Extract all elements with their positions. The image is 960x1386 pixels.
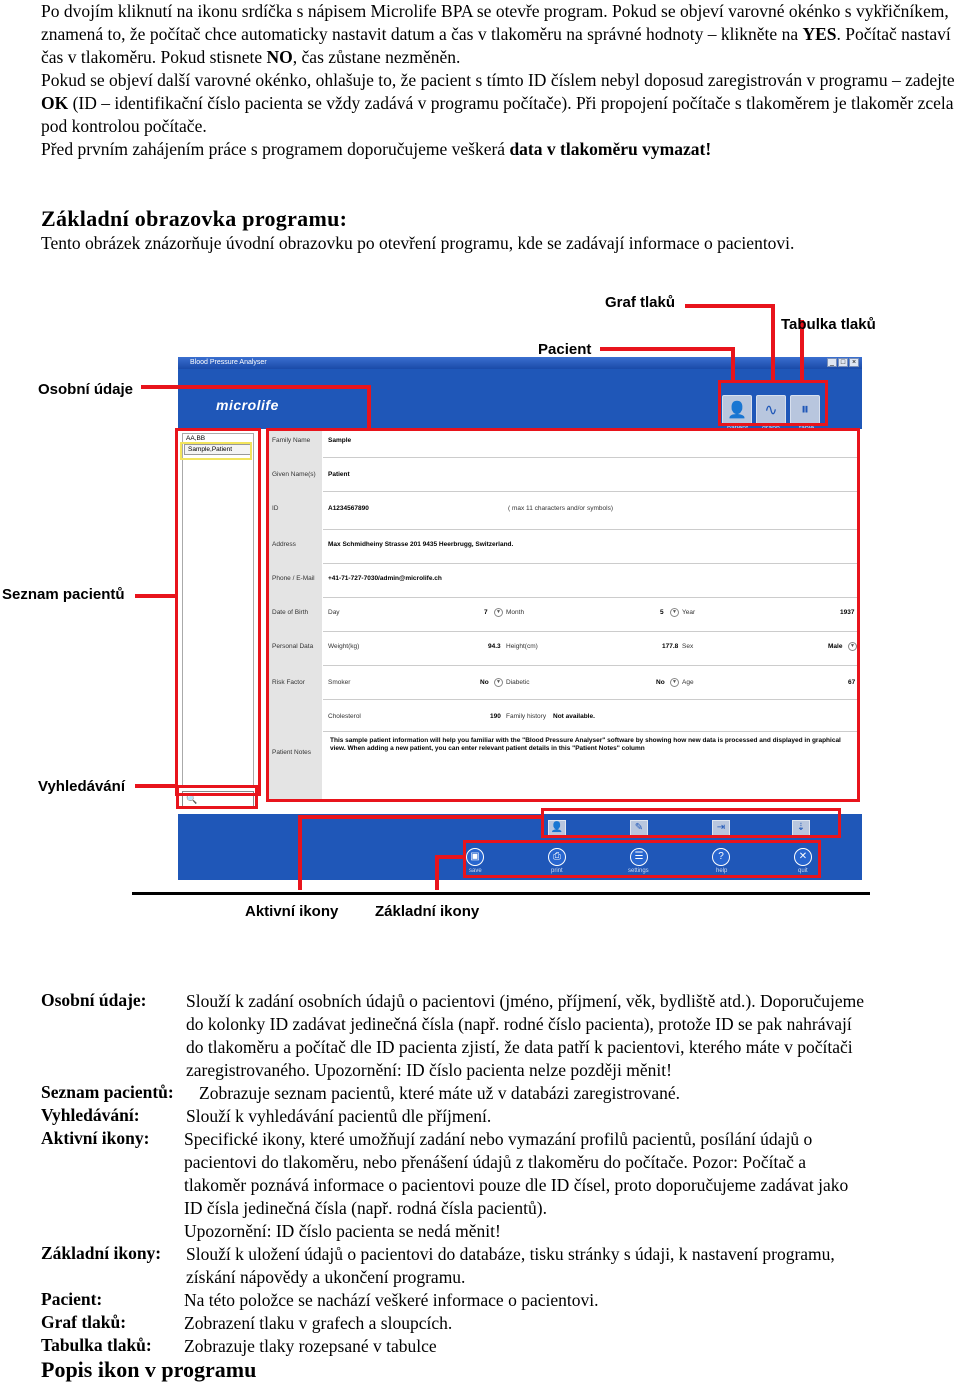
id-label: ID xyxy=(272,505,279,512)
search-icon: 🔍 xyxy=(186,794,198,804)
app-titlebar: Blood Pressure Analyser _ □ × xyxy=(178,357,862,369)
sex-label: Sex xyxy=(682,643,694,650)
callout-vyhledavani: Vyhledávání xyxy=(38,778,125,795)
table-icon: ⏸ xyxy=(800,401,809,418)
term-tabulka: Tabulka tlaků: xyxy=(41,1335,152,1355)
term-osobni: Osobní údaje: xyxy=(41,990,147,1010)
term-vyhledavani: Vyhledávání: xyxy=(41,1105,140,1125)
callout-pacient: Pacient xyxy=(538,341,592,358)
chevron-down-icon[interactable]: ▼ xyxy=(670,608,679,617)
save-label: save xyxy=(469,868,482,874)
close-icon[interactable]: × xyxy=(849,358,859,367)
settings-icon: ☰ xyxy=(634,851,644,862)
user-icon: 👤 xyxy=(550,822,564,833)
help-label: help xyxy=(716,868,728,874)
desc-tabulka: Zobrazuje tlaky rozepsané v tabulce xyxy=(184,1336,437,1356)
chevron-down-icon[interactable]: ▼ xyxy=(494,678,503,687)
minimize-icon[interactable]: _ xyxy=(827,358,837,367)
desc-graf: Zobrazení tlaku v grafech a sloupcích. xyxy=(184,1313,453,1333)
chevron-down-icon[interactable]: ▼ xyxy=(494,608,503,617)
risk-factor-label: Risk Factor xyxy=(272,679,305,686)
print-label: print xyxy=(551,868,563,874)
user-remove-icon: ✎ xyxy=(634,822,644,833)
send-icon: ⇥ xyxy=(716,822,726,833)
id-field[interactable]: A1234567890 xyxy=(328,505,369,512)
chevron-down-icon[interactable]: ▼ xyxy=(670,678,679,687)
section-subtitle: Tento obrázek znázorňuje úvodní obrazovku po otevření programu, kde se zadávají informace o pacientovi. xyxy=(41,233,795,253)
term-graf: Graf tlaků: xyxy=(41,1312,127,1332)
personal-data-label: Personal Data xyxy=(272,643,314,650)
patient-notes-label: Patient Notes xyxy=(272,749,312,756)
desc-osobni: Slouží k zadání osobních údajů o pacientovi (jméno, příjmení, věk, bydliště atd.). Doporučujeme do kolonky ID zadávat jedinečná čísla (např. rodné číslo pacienta), protože ID se pak nahrávají do tlakoměru a počítač dle ID pacienta zjistí, že data patří k pacientovi, kterého máte v počítači zaregistrovaného. Upozornění: ID číslo pacienta nelze později měnit! xyxy=(186,991,864,1080)
footer-heading: Popis ikon v programu xyxy=(41,1357,257,1382)
phone-field[interactable]: +41-71-727-7030/admin@microlife.ch xyxy=(328,575,442,582)
callout-graf: Graf tlaků xyxy=(605,294,676,311)
day-value[interactable]: 7 xyxy=(484,609,488,616)
weight-value[interactable]: 94.3 xyxy=(488,643,501,650)
base-icons-highlight xyxy=(463,840,821,878)
section-title: Základní obrazovka programu: xyxy=(41,206,348,231)
print-icon: ⎙ xyxy=(553,851,561,862)
desc-pacient: Na této položce se nachází veškeré informace o pacientovi. xyxy=(184,1290,599,1310)
callout-osobni: Osobní údaje xyxy=(38,381,134,398)
microlife-logo: microlife xyxy=(216,397,279,413)
personal-data-highlight xyxy=(266,428,860,802)
intro-p2: Pokud se objeví další varovné okénko, ohlašuje to, že pacient s tímto ID číslem nebyl doposud zaregistrován v programu – zadejte OK (ID – identifikační číslo pacienta se vždy zadává v programu počítače). Při propojení počítače s tlakoměrem je tlakoměr zcela pod kontrolou počítače. xyxy=(41,70,955,136)
chevron-down-icon[interactable]: ▼ xyxy=(848,642,857,651)
diabetic-label: Diabetic xyxy=(506,679,530,686)
id-hint: ( max 11 characters and/or symbols) xyxy=(508,505,613,512)
smoker-value[interactable]: No xyxy=(480,679,489,686)
family-history-value[interactable]: Not available. xyxy=(553,713,595,720)
intro-text xyxy=(41,0,959,161)
intro-p1: Po dvojím kliknutí na ikonu srdíčka s nápisem Microlife BPA se otevře program. Pokud se objeví varovné okénko s vykřičníkem, znamená to, že počítač chce automaticky nastavit datum a čas v tlakoměru na správné hodnoty – klikněte na YES. Počítač nastaví čas v tlakoměru. Pokud stisnete NO, čas zůstane nezměněn. xyxy=(41,1,951,67)
patient-notes-field[interactable]: This sample patient information will help you familiar with the "Blood Pressure Analyser" software by showing how new data is processed and displayed in graphical view. When adding a new patient, you can enter relevant patient details in this "Patient Notes" column xyxy=(330,737,841,752)
callout-zakladni: Základní ikony xyxy=(375,903,480,920)
year-label: Year xyxy=(682,609,696,616)
height-label: Height(cm) xyxy=(506,643,538,650)
quit-icon: ✕ xyxy=(798,851,808,862)
callout-aktivni: Aktivní ikony xyxy=(245,903,339,920)
search-highlight xyxy=(176,785,258,809)
callout-seznam: Seznam pacientů xyxy=(2,586,125,603)
month-value[interactable]: 5 xyxy=(660,609,664,616)
family-history-label: Family history xyxy=(506,713,547,720)
address-field[interactable]: Max Schmidheiny Strasse 201 9435 Heerbrugg, Switzerland. xyxy=(328,541,514,548)
sex-value[interactable]: Male xyxy=(828,643,843,650)
list-item[interactable]: AA,BB xyxy=(186,435,206,442)
age-label: Age xyxy=(682,679,694,686)
given-name-field[interactable]: Patient xyxy=(328,471,350,478)
month-label: Month xyxy=(506,609,525,616)
dob-label: Date of Birth xyxy=(272,609,309,616)
term-aktivni: Aktivní ikony: xyxy=(41,1128,150,1148)
cholesterol-label: Cholesterol xyxy=(328,713,361,720)
family-name-label: Family Name xyxy=(272,437,311,444)
save-icon: ▣ xyxy=(470,851,480,862)
given-name-label: Given Name(s) xyxy=(272,471,316,478)
age-value: 67 xyxy=(848,679,856,686)
term-pacient: Pacient: xyxy=(41,1289,103,1309)
intro-p3: Před prvním zahájením práce s programem doporučujeme veškerá data v tlakoměru vymazat! xyxy=(41,139,712,159)
address-label: Address xyxy=(272,541,296,548)
height-value[interactable]: 177.8 xyxy=(662,643,679,650)
term-seznam: Seznam pacientů: xyxy=(41,1082,174,1102)
tabs-highlight xyxy=(718,380,828,426)
patient-list-highlight xyxy=(175,428,261,796)
desc-aktivni: Specifické ikony, které umožňují zadání nebo vymazání profilů pacientů, posílání údajů o pacientovi do tlakoměru, nebo přenášení údajů z tlakoměru do počítače. Pozor: Počítač a tlakoměr poznává informace o pacientovi pouze dle ID čísel, proto doporučujeme zadávat jako ID čísla jedinečná čísla (např. rodná čísla pacientů). Upozornění: ID číslo pacienta se nedá měnit! xyxy=(184,1129,849,1241)
selected-patient-highlight xyxy=(180,442,252,460)
term-zakladni: Základní ikony: xyxy=(41,1243,162,1263)
cholesterol-value[interactable]: 190 xyxy=(490,713,501,720)
diabetic-value[interactable]: No xyxy=(656,679,665,686)
graph-icon: ∿ xyxy=(764,402,778,419)
settings-label: settings xyxy=(628,868,649,874)
callout-tabulka: Tabulka tlaků xyxy=(781,316,876,333)
desc-seznam: Zobrazuje seznam pacientů, které máte už v databázi zaregistrované. xyxy=(199,1083,681,1103)
day-label: Day xyxy=(328,609,340,616)
active-icons-highlight xyxy=(541,808,841,838)
quit-label: quit xyxy=(798,868,808,874)
patient-icon: 👤 xyxy=(727,402,747,419)
phone-label: Phone / E-Mail xyxy=(272,575,315,582)
weight-label: Weight(kg) xyxy=(328,643,360,650)
desc-vyhledavani: Slouží k vyhledávání pacientů dle příjmení. xyxy=(186,1106,492,1126)
smoker-label: Smoker xyxy=(328,679,351,686)
list-item[interactable]: Sample,Patient xyxy=(184,444,252,455)
maximize-icon[interactable]: □ xyxy=(838,358,848,367)
family-name-field[interactable]: Sample xyxy=(328,437,352,444)
help-icon: ? xyxy=(718,851,724,862)
download-icon: ⇣ xyxy=(796,822,806,833)
desc-zakladni: Slouží k uložení údajů o pacientovi do databáze, tisku stránky s údaji, k nastavení programu, získání nápovědy a ukončení programu. xyxy=(186,1244,835,1287)
year-value[interactable]: 1937 xyxy=(840,609,855,616)
